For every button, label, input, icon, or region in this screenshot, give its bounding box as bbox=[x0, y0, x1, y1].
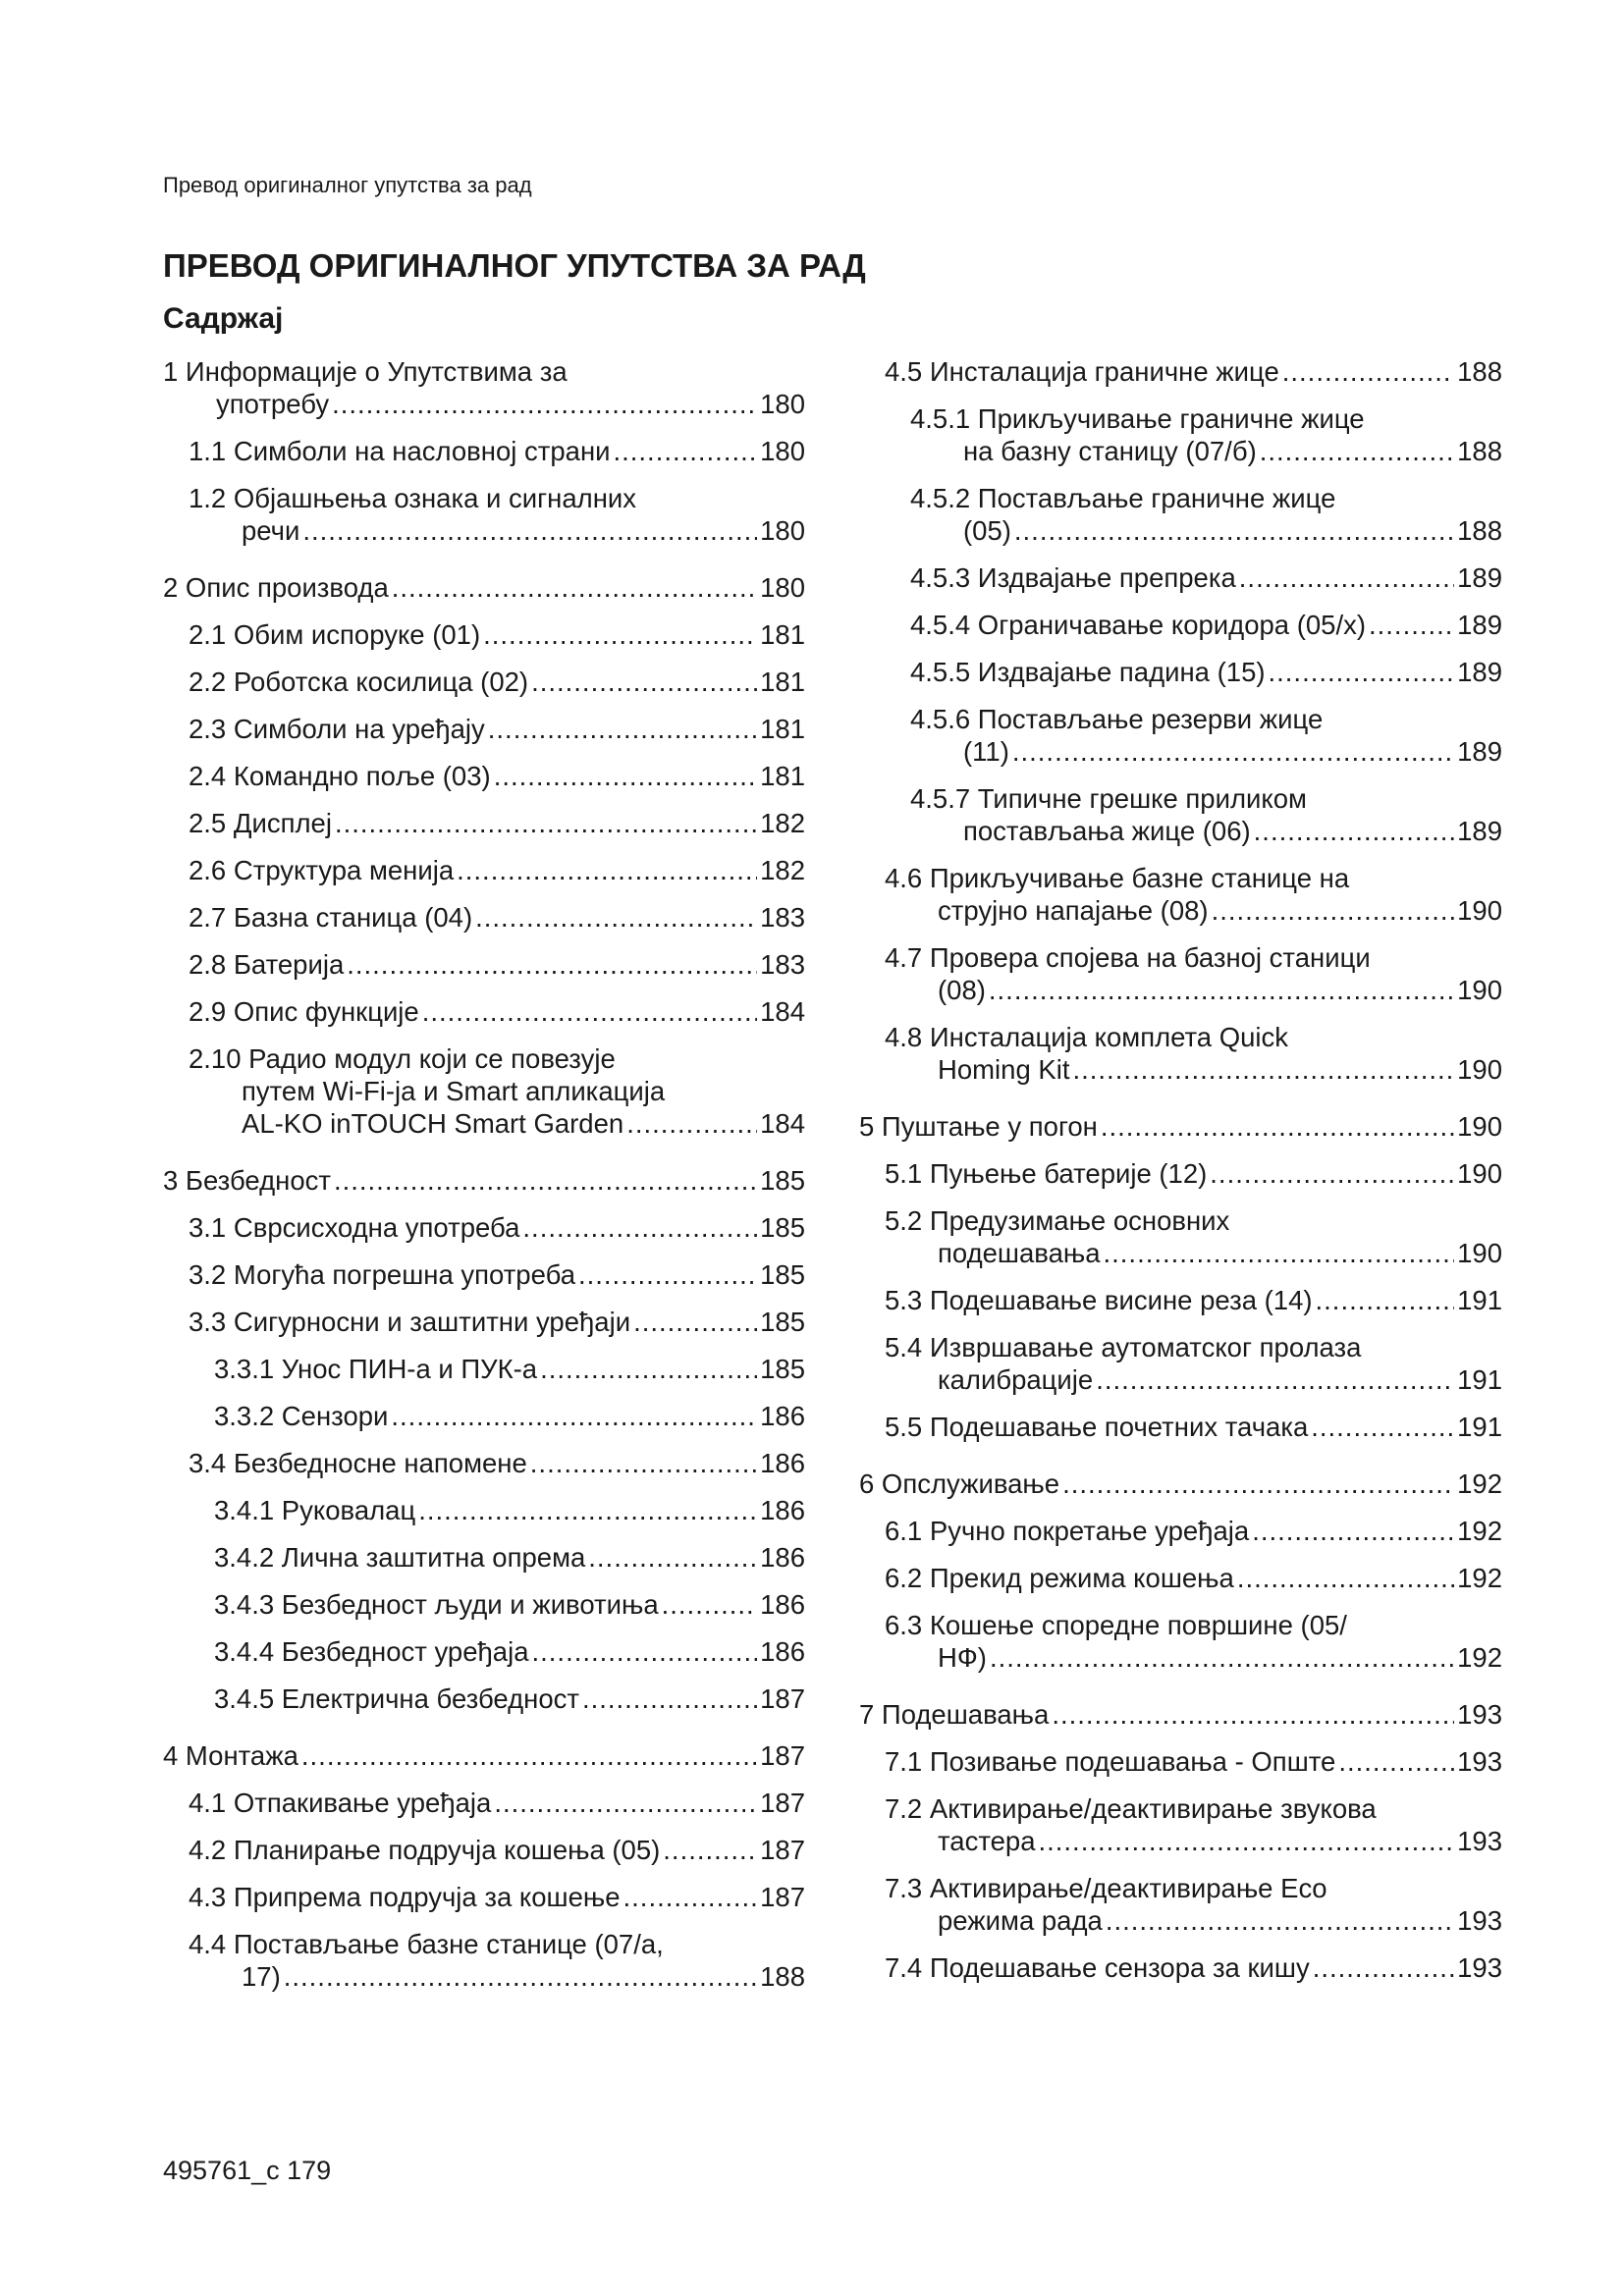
toc-page-number: 189 bbox=[1457, 736, 1502, 767]
leader-dots bbox=[532, 1635, 758, 1668]
leader-dots bbox=[540, 1353, 757, 1385]
toc-entry-text: 4.7 Провера спојева на базној станици bbox=[885, 942, 1371, 973]
leader-dots bbox=[990, 1641, 1454, 1674]
toc-entry[interactable] bbox=[189, 854, 805, 886]
toc-entry[interactable] bbox=[189, 1211, 805, 1244]
leader-dots bbox=[301, 1739, 757, 1772]
toc-entry[interactable] bbox=[189, 1042, 805, 1140]
toc-entry-text: 3.4 Безбедносне напомене bbox=[189, 1448, 527, 1478]
toc-page-number: 187 bbox=[760, 1683, 805, 1714]
toc-page-number: 191 bbox=[1457, 1364, 1502, 1395]
toc-entry[interactable] bbox=[214, 1682, 805, 1715]
toc-entry-text: 3.1 Сврсисходна употреба bbox=[189, 1212, 520, 1243]
toc-page-number: 183 bbox=[760, 949, 805, 980]
toc-entry[interactable] bbox=[885, 1157, 1502, 1190]
toc-entry-text: на базну станицу (07/б) bbox=[963, 436, 1257, 466]
toc-page-number: 183 bbox=[760, 902, 805, 933]
toc-entry[interactable] bbox=[885, 1562, 1502, 1594]
toc-entry[interactable] bbox=[885, 1331, 1502, 1396]
toc-entry-text: 2.8 Батерија bbox=[189, 949, 345, 980]
toc-entry-text: 5.3 Подешавање висине реза (14) bbox=[885, 1285, 1313, 1315]
leader-dots bbox=[1252, 1515, 1454, 1547]
toc-entry[interactable] bbox=[189, 1306, 805, 1338]
toc-entry-text: 1.2 Објашњења ознака и сигналних bbox=[189, 483, 637, 513]
toc-entry[interactable] bbox=[189, 995, 805, 1028]
leader-dots bbox=[522, 1211, 757, 1244]
toc-entry[interactable] bbox=[885, 1872, 1502, 1937]
toc-entry[interactable] bbox=[910, 482, 1502, 547]
toc-entry-text: 7.1 Позивање подешавања - Опште bbox=[885, 1746, 1336, 1777]
toc-entry-text: употребу bbox=[216, 389, 330, 419]
toc-entry[interactable] bbox=[189, 618, 805, 651]
toc-entry-text: 4.5.2 Постављање граничне жице bbox=[910, 483, 1336, 513]
toc-entry-text: (08) bbox=[938, 975, 986, 1005]
leader-dots bbox=[1062, 1468, 1454, 1500]
toc-entry[interactable] bbox=[885, 1021, 1502, 1086]
toc-entry[interactable] bbox=[885, 1609, 1502, 1674]
leader-dots bbox=[588, 1541, 757, 1574]
leader-dots bbox=[662, 1588, 757, 1621]
toc-entry-text: 3.4.3 Безбедност људи и животиња bbox=[214, 1589, 659, 1620]
toc-entry-text: 5.1 Пуњење батерије (12) bbox=[885, 1158, 1208, 1189]
toc-entry[interactable] bbox=[189, 713, 805, 745]
toc-page-number: 181 bbox=[760, 761, 805, 791]
leader-dots bbox=[614, 435, 758, 467]
toc-entry[interactable] bbox=[189, 1881, 805, 1913]
leader-dots bbox=[1254, 815, 1454, 847]
toc-entry[interactable] bbox=[163, 1739, 805, 1772]
toc-heading: Садржај bbox=[163, 302, 284, 335]
leader-dots bbox=[1282, 355, 1454, 388]
page-footer: 495761_c 179 bbox=[163, 2156, 332, 2185]
toc-page-number: 190 bbox=[1457, 1111, 1502, 1142]
toc-page-number: 192 bbox=[1457, 1468, 1502, 1499]
toc-entry-text: 6 Опслуживање bbox=[859, 1468, 1060, 1499]
leader-dots bbox=[1269, 656, 1455, 688]
leader-dots bbox=[494, 1787, 757, 1819]
toc-page-number: 182 bbox=[760, 855, 805, 885]
toc-page-number: 187 bbox=[760, 1882, 805, 1912]
leader-dots bbox=[284, 1960, 757, 1993]
toc-page-number: 185 bbox=[760, 1354, 805, 1384]
leader-dots bbox=[457, 854, 757, 886]
toc-entry-text: 4.2 Планирање подручја кошења (05) bbox=[189, 1835, 661, 1865]
toc-entry[interactable] bbox=[859, 1698, 1502, 1731]
toc-entry[interactable] bbox=[885, 1745, 1502, 1778]
leader-dots bbox=[1260, 435, 1454, 467]
toc-page-number: 188 bbox=[1457, 515, 1502, 546]
toc-page-number: 189 bbox=[1457, 816, 1502, 846]
toc-page-number: 191 bbox=[1457, 1412, 1502, 1442]
toc-entry-text: 4.8 Инсталација комплета Quick bbox=[885, 1022, 1289, 1052]
toc-entry-text: подешавања bbox=[938, 1238, 1101, 1268]
toc-entry-text: путем Wi-Fi-ја и Smart апликација bbox=[242, 1076, 666, 1106]
leader-dots bbox=[334, 1164, 757, 1197]
toc-entry-text: 5 Пуштање у погон bbox=[859, 1111, 1098, 1142]
toc-entry[interactable] bbox=[885, 1792, 1502, 1857]
toc-page-number: 193 bbox=[1457, 1746, 1502, 1777]
toc-entry[interactable] bbox=[885, 1515, 1502, 1547]
toc-page-number: 190 bbox=[1457, 895, 1502, 926]
toc-entry-text: 3.4.1 Руковалац bbox=[214, 1495, 416, 1525]
toc-entry-text: AL-KO inTOUCH Smart Garden bbox=[242, 1108, 624, 1139]
toc-entry[interactable] bbox=[214, 1588, 805, 1621]
leader-dots bbox=[1212, 894, 1455, 927]
toc-entry-text: 4.5.3 Издвајање препрека bbox=[910, 562, 1236, 593]
toc-entry-text: 2.9 Опис функције bbox=[189, 996, 419, 1027]
toc-entry-text: 7.2 Активирање/деактивирање звукова bbox=[885, 1793, 1377, 1824]
document-title: ПРЕВОД ОРИГИНАЛНОГ УПУТСТВА ЗА РАД bbox=[163, 247, 866, 284]
toc-entry[interactable] bbox=[214, 1494, 805, 1526]
leader-dots bbox=[531, 666, 757, 698]
toc-page-number: 189 bbox=[1457, 610, 1502, 640]
toc-entry-text: 4.1 Отпакивање уређаја bbox=[189, 1788, 492, 1818]
toc-page-number: 191 bbox=[1457, 1285, 1502, 1315]
toc-entry-text: Homing Kit bbox=[938, 1054, 1070, 1085]
toc-page-number: 187 bbox=[760, 1740, 805, 1771]
toc-page-number: 189 bbox=[1457, 657, 1502, 687]
leader-dots bbox=[332, 388, 757, 420]
leader-dots bbox=[483, 618, 757, 651]
toc-entry[interactable] bbox=[885, 1951, 1502, 1984]
leader-dots bbox=[475, 901, 757, 934]
toc-page-number: 190 bbox=[1457, 1054, 1502, 1085]
toc-page-number: 184 bbox=[760, 996, 805, 1027]
toc-page-number: 180 bbox=[760, 389, 805, 419]
toc-entry[interactable] bbox=[885, 1284, 1502, 1316]
toc-entry-text: 4.5 Инсталација граничне жице bbox=[885, 356, 1279, 387]
toc-page-number: 192 bbox=[1457, 1516, 1502, 1546]
leader-dots bbox=[347, 948, 757, 981]
toc-entry[interactable] bbox=[910, 656, 1502, 688]
toc-entry-text: 4.4 Постављање базне станице (07/a, bbox=[189, 1929, 664, 1959]
toc-entry[interactable] bbox=[189, 807, 805, 839]
toc-page-number: 182 bbox=[760, 808, 805, 838]
toc-entry[interactable] bbox=[910, 561, 1502, 594]
leader-dots bbox=[1014, 514, 1454, 547]
toc-entry-text: 3.2 Могућа погрешна употреба bbox=[189, 1259, 575, 1290]
toc-page-number: 189 bbox=[1457, 562, 1502, 593]
toc-page-number: 186 bbox=[760, 1495, 805, 1525]
toc-entry-text: 4.5.4 Ограничавање коридора (05/x) bbox=[910, 610, 1367, 640]
toc-entry-text: 7 Подешавања bbox=[859, 1699, 1050, 1730]
toc-entry-text: 4 Монтажа bbox=[163, 1740, 298, 1771]
toc-entry-text: 3.4.4 Безбедност уређаја bbox=[214, 1636, 529, 1667]
toc-entry-text: 1 Информације о Упутствима за bbox=[163, 356, 568, 387]
leader-dots bbox=[530, 1447, 757, 1479]
leader-dots bbox=[1073, 1053, 1455, 1086]
toc-entry-text: 3 Безбедност bbox=[163, 1165, 331, 1196]
toc-entry-text: 4.5.5 Издвајање падина (15) bbox=[910, 657, 1266, 687]
toc-entry-text: 3.3.2 Сензори bbox=[214, 1401, 389, 1431]
toc-entry[interactable] bbox=[859, 1468, 1502, 1500]
toc-entry[interactable] bbox=[189, 666, 805, 698]
leader-dots bbox=[392, 571, 757, 604]
leader-dots bbox=[1237, 1562, 1454, 1594]
toc-entry[interactable] bbox=[910, 703, 1502, 768]
toc-page-number: 181 bbox=[760, 667, 805, 697]
toc-entry-text: (11) bbox=[963, 736, 1009, 767]
leader-dots bbox=[623, 1881, 758, 1913]
leader-dots bbox=[1338, 1745, 1454, 1778]
leader-dots bbox=[422, 995, 757, 1028]
leader-dots bbox=[1012, 735, 1454, 768]
toc-entry-text: 2.3 Симболи на уређају bbox=[189, 714, 485, 744]
toc-entry[interactable] bbox=[189, 1928, 805, 1993]
leader-dots bbox=[1096, 1363, 1454, 1396]
toc-page-number: 190 bbox=[1457, 975, 1502, 1005]
toc-entry[interactable] bbox=[189, 1447, 805, 1479]
toc-page-number: 193 bbox=[1457, 1699, 1502, 1730]
toc-entry-text: 4.5.7 Типичне грешке приликом bbox=[910, 783, 1307, 814]
leader-dots bbox=[391, 1400, 757, 1432]
leader-dots bbox=[302, 514, 757, 547]
toc-entry[interactable] bbox=[189, 435, 805, 467]
toc-entry[interactable] bbox=[885, 1411, 1502, 1443]
leader-dots bbox=[494, 760, 757, 792]
toc-page-number: 188 bbox=[1457, 356, 1502, 387]
toc-entry[interactable] bbox=[859, 1110, 1502, 1143]
toc-entry-text: 5.4 Извршавање аутоматског пролаза bbox=[885, 1332, 1362, 1362]
leader-dots bbox=[1313, 1951, 1454, 1984]
toc-entry-text: 4.6 Прикључивање базне станице на bbox=[885, 863, 1350, 893]
toc-page-number: 180 bbox=[760, 572, 805, 603]
toc-entry[interactable] bbox=[189, 760, 805, 792]
toc-entry-text: 6.3 Кошење споредне површине (05/ bbox=[885, 1610, 1347, 1640]
toc-entry[interactable] bbox=[910, 782, 1502, 847]
toc-entry-text: 1.1 Симболи на насловној страни bbox=[189, 436, 611, 466]
toc-entry-text: 7.4 Подешавање сензора за кишу bbox=[885, 1952, 1310, 1983]
toc-entry-text: 3.4.2 Лична заштитна опрема bbox=[214, 1542, 586, 1573]
toc-entry-text: 3.3 Сигурносни и заштитни уређаји bbox=[189, 1307, 631, 1337]
toc-entry-text: тастера bbox=[938, 1826, 1036, 1856]
toc-page-number: 187 bbox=[760, 1788, 805, 1818]
toc-entry[interactable] bbox=[910, 402, 1502, 467]
toc-entry-text: 6.1 Ручно покретање уређаја bbox=[885, 1516, 1250, 1546]
leader-dots bbox=[626, 1107, 757, 1140]
toc-page-number: 185 bbox=[760, 1259, 805, 1290]
toc-entry-text: НФ) bbox=[938, 1642, 987, 1673]
toc-entry-text: (05) bbox=[963, 515, 1011, 546]
toc-entry-text: 2.10 Радио модул који се повезује bbox=[189, 1043, 616, 1074]
toc-entry-text: 2.7 Базна станица (04) bbox=[189, 902, 473, 933]
leader-dots bbox=[633, 1306, 757, 1338]
toc-entry[interactable] bbox=[214, 1400, 805, 1432]
toc-entry[interactable] bbox=[189, 1787, 805, 1819]
toc-entry-text: 17) bbox=[242, 1961, 281, 1992]
toc-entry[interactable] bbox=[163, 1164, 805, 1197]
toc-entry[interactable] bbox=[189, 901, 805, 934]
toc-entry-text: 5.2 Предузимање основних bbox=[885, 1205, 1230, 1236]
toc-entry[interactable] bbox=[189, 482, 805, 547]
leader-dots bbox=[1210, 1157, 1454, 1190]
toc-page-number: 188 bbox=[1457, 436, 1502, 466]
leader-dots bbox=[578, 1258, 757, 1291]
toc-page-number: 180 bbox=[760, 515, 805, 546]
running-header: Превод оригиналног упутства за рад bbox=[163, 173, 532, 197]
toc-page-number: 185 bbox=[760, 1307, 805, 1337]
toc-page-number: 186 bbox=[760, 1401, 805, 1431]
toc-page-number: 186 bbox=[760, 1636, 805, 1667]
toc-entry-text: 2.6 Структура менија bbox=[189, 855, 455, 885]
leader-dots bbox=[582, 1682, 757, 1715]
toc-page-number: 193 bbox=[1457, 1826, 1502, 1856]
toc-page-number: 188 bbox=[760, 1961, 805, 1992]
toc-entry[interactable] bbox=[885, 355, 1502, 388]
toc-entry-text: 2.5 Дисплеј bbox=[189, 808, 332, 838]
leader-dots bbox=[335, 807, 757, 839]
toc-entry[interactable] bbox=[163, 571, 805, 604]
toc-entry[interactable] bbox=[189, 1834, 805, 1866]
toc-entry-text: 2.2 Роботска косилица (02) bbox=[189, 667, 529, 697]
toc-page-number: 180 bbox=[760, 436, 805, 466]
toc-entry-text: 7.3 Активирање/деактивирање Eco bbox=[885, 1873, 1327, 1903]
toc-page-number: 192 bbox=[1457, 1563, 1502, 1593]
toc-page-number: 186 bbox=[760, 1448, 805, 1478]
leader-dots bbox=[989, 974, 1454, 1006]
toc-entry[interactable] bbox=[885, 1204, 1502, 1269]
leader-dots bbox=[1239, 561, 1454, 594]
toc-entry-text: речи bbox=[242, 515, 300, 546]
toc-entry[interactable] bbox=[910, 609, 1502, 641]
leader-dots bbox=[1101, 1110, 1454, 1143]
toc-entry[interactable] bbox=[885, 862, 1502, 927]
toc-page-number: 193 bbox=[1457, 1905, 1502, 1936]
toc-entry-text: струјно напајање (08) bbox=[938, 895, 1209, 926]
toc-entry-text: режима рада bbox=[938, 1905, 1103, 1936]
toc-page-number: 185 bbox=[760, 1212, 805, 1243]
toc-entry-text: 4.5.1 Прикључивање граничне жице bbox=[910, 403, 1365, 434]
toc-entry-text: 2.4 Командно поље (03) bbox=[189, 761, 491, 791]
toc-entry[interactable] bbox=[189, 948, 805, 981]
leader-dots bbox=[1052, 1698, 1454, 1731]
toc-entry-text: 3.3.1 Унос ПИН-а и ПУК-а bbox=[214, 1354, 538, 1384]
toc-entry-text: 3.4.5 Електрична безбедност bbox=[214, 1683, 579, 1714]
leader-dots bbox=[663, 1834, 757, 1866]
toc-entry-text: 2.1 Обим испоруке (01) bbox=[189, 619, 481, 650]
toc-page-number: 181 bbox=[760, 619, 805, 650]
toc-page-number: 185 bbox=[760, 1165, 805, 1196]
leader-dots bbox=[1104, 1237, 1455, 1269]
toc-entry-text: 4.5.6 Постављање резерви жице bbox=[910, 704, 1324, 734]
toc-page-number: 181 bbox=[760, 714, 805, 744]
toc-entry[interactable] bbox=[163, 355, 805, 420]
toc-page-number: 192 bbox=[1457, 1642, 1502, 1673]
toc-entry[interactable] bbox=[214, 1353, 805, 1385]
toc-column-left bbox=[163, 355, 805, 1993]
toc-entry[interactable] bbox=[189, 1258, 805, 1291]
toc-page-number: 190 bbox=[1457, 1238, 1502, 1268]
toc-page-number: 186 bbox=[760, 1589, 805, 1620]
toc-entry-text: 4.3 Припрема подручја за кошење bbox=[189, 1882, 621, 1912]
toc-column-right bbox=[859, 355, 1502, 1984]
toc-page-number: 193 bbox=[1457, 1952, 1502, 1983]
leader-dots bbox=[1316, 1284, 1455, 1316]
toc-entry[interactable] bbox=[885, 941, 1502, 1006]
toc-entry-text: калибрације bbox=[938, 1364, 1094, 1395]
leader-dots bbox=[1311, 1411, 1454, 1443]
toc-entry-text: 6.2 Прекид режима кошења bbox=[885, 1563, 1234, 1593]
toc-page-number: 187 bbox=[760, 1835, 805, 1865]
leader-dots bbox=[418, 1494, 757, 1526]
leader-dots bbox=[1039, 1825, 1455, 1857]
toc-entry-text: постављања жице (06) bbox=[963, 816, 1251, 846]
toc-entry[interactable] bbox=[214, 1541, 805, 1574]
toc-page-number: 184 bbox=[760, 1108, 805, 1139]
toc-entry-text: 2 Опис производа bbox=[163, 572, 389, 603]
toc-entry[interactable] bbox=[214, 1635, 805, 1668]
toc-page-number: 190 bbox=[1457, 1158, 1502, 1189]
leader-dots bbox=[488, 713, 757, 745]
toc-entry-text: 5.5 Подешавање почетних тачака bbox=[885, 1412, 1309, 1442]
leader-dots bbox=[1369, 609, 1454, 641]
toc-page-number: 186 bbox=[760, 1542, 805, 1573]
leader-dots bbox=[1106, 1904, 1454, 1937]
